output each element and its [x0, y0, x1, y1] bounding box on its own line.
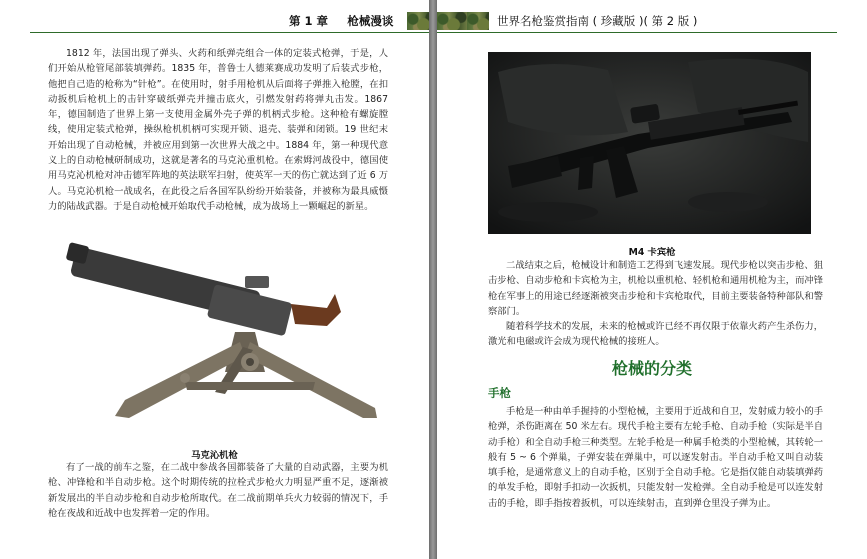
right-paragraph-1: 二战结束之后，枪械设计和制造工艺得到飞速发展。现代步枪以突击步枪、狙击步枪、自动步枪和卡宾枪为主，机枪以重机枪、轻机枪和通用机枪为主，而冲锋枪在军事上的用途已经逐渐被突击步枪和卡宾枪取代，目前主要装备特种部队和警察部门。 — [488, 260, 823, 317]
chapter-title: 枪械漫谈 — [347, 14, 394, 28]
right-paragraph-2: 随着科学技术的发展，未来的枪械或许已经不再仅限于依靠火药产生杀伤力，激光和电磁或许会成为现代枪械的接班人。 — [488, 321, 823, 348]
m4-figure-caption: M4 卡宾枪 — [628, 247, 676, 258]
section-title: 枪械的分类 — [611, 359, 692, 378]
page-gutter — [429, 0, 437, 559]
right-paragraph-3: 手枪是一种由单手握持的小型枪械，主要用于近战和自卫，发射威力较小的手枪弹，杀伤距离在 50 米左右。现代手枪主要有左轮手枪、自动手枪（实际是半自动手枪）和全自动手枪三种类型。左轮手枪是一种属手枪类的小型枪械，其转轮一般有 5 ~ 6 个弹巢，子弹安装在弹巢中，可以逐发射击。半自动手枪又叫自动装填手枪，是通常意义上的自动手枪，区别于全自动手枪。它是指仅能自动装填弹药的单发手枪，即射手扣动一次扳机，只能发射一发枪弹。全自动手枪是可以连发射击的手枪，即手指按着扳机，可以连续射击，直到弹仓里没子弹为止。 — [488, 406, 823, 509]
camo-header-strip — [407, 12, 429, 30]
left-paragraph-1: 1812 年，法国出现了弹头、火药和纸弹壳组合一体的定装式枪弹，于是，人们开始从枪管尾部装填弹药。1835 年，普鲁士人德莱赛成功发明了后装式步枪，他把自己造的枪称为“针枪”。在使用时，射手用枪机从后面将子弹推入枪膛，在扣动扳机后枪机上的击针穿破纸弹壳并撞击底火，引燃发射药将弹丸击发。1867 年，德国制造了世界上第一支使用金属外壳子弹的机柄式步枪。这种枪有螺旋膛线，使用定装式枪弹，操纵枪机机柄可实现开锁、退壳、装弹和闭锁。19 世纪末开始出现了自动枪械，并被应用到第一次世界大战之中。1884 年，第一种现代意义上的自动枪械研制成功，这就是著名的马克沁重机枪。在索姆河战役中，德国使用马克沁机枪对冲击德军阵地的英法联军扫射，使英军一天的伤亡就达到了近 6 万人。马克沁机枪一战成名，在此役之后各国军队纷纷开始装备，并被称为最具威慑力的陆战武器。于是自动枪械开始取代手动枪械，成为战场上一颗崛起的新星。 — [48, 48, 388, 212]
header-rule — [437, 32, 837, 33]
header-rule — [30, 32, 429, 33]
left-text-block-1 — [48, 46, 388, 214]
left-page-header — [0, 12, 429, 30]
subsection-title: 手枪 — [488, 386, 511, 400]
right-page-header — [437, 12, 867, 30]
chapter-number: 第 1 章 — [289, 14, 329, 28]
camo-header-strip — [437, 12, 489, 30]
left-page — [0, 0, 429, 559]
book-title: 世界名枪鉴赏指南 ( 珍藏版 )( 第 2 版 ) — [497, 14, 698, 28]
left-paragraph-2: 有了一战的前车之鉴，在二战中参战各国都装备了大量的自动武器，主要为机枪、冲锋枪和半自动步枪。这个时期传统的拉栓式步枪火力明显严重不足，逐渐被新发展出的半自动步枪和自动步枪所取代。在二战前期单兵火力较弱的情况下，手枪在夜战和近战中也发挥着一定的作用。 — [48, 462, 388, 519]
maxim-machine-gun-image — [65, 232, 385, 422]
maxim-figure-caption: 马克沁机枪 — [191, 450, 238, 461]
left-text-block-2 — [48, 460, 388, 521]
right-text-block-1 — [488, 258, 823, 350]
right-page — [437, 0, 867, 559]
right-text-block-2 — [488, 404, 823, 511]
m4-carbine-image — [488, 52, 811, 234]
